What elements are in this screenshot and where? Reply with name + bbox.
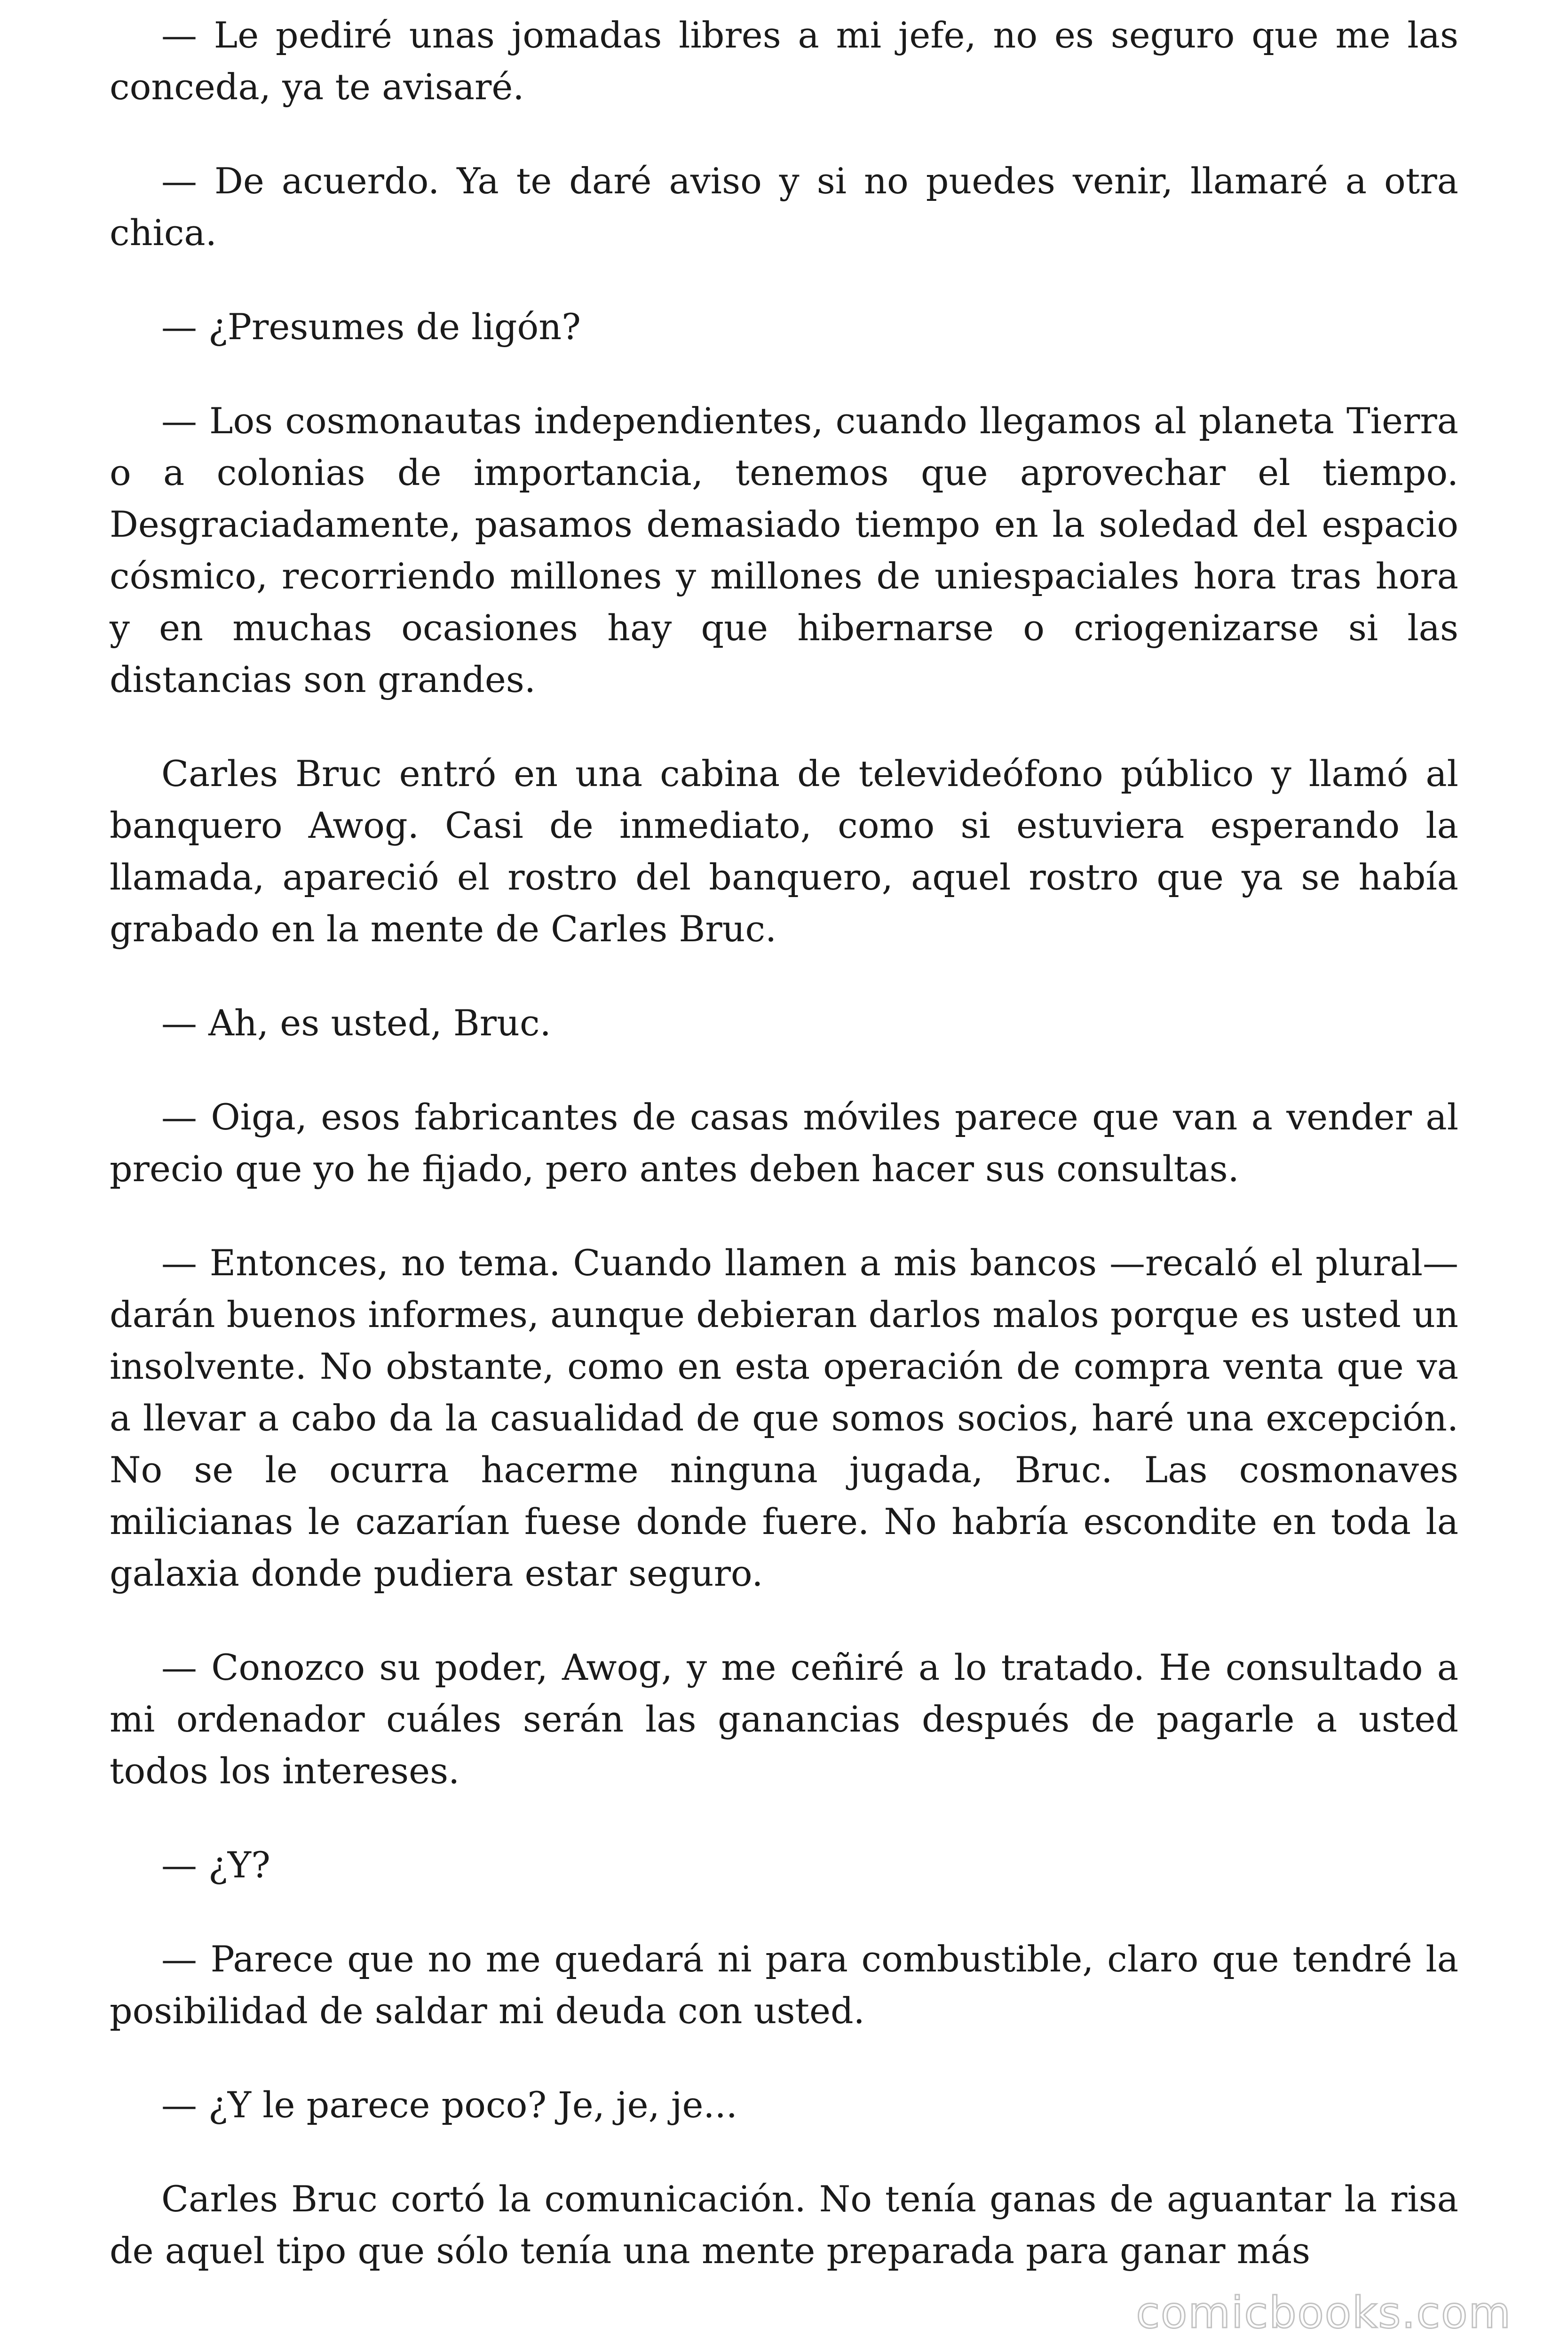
paragraph-4: — Los cosmonautas independientes, cuando llegamos al planeta Tierra o a colonias de importancia, tenemos que aprovechar el tiempo. Desgraciadamente, pasamos demasiado tiempo en la soledad del espacio cósmico, recorriendo millones y millones de uniespaciales hora tras hora y en muchas ocasiones hay que hibernarse o criogenizarse si las distancias son grandes. (110, 400, 1458, 700)
paragraph-12: — ¿Y le parece poco? Je, je, je... (161, 2084, 737, 2126)
paragraph-5: Carles Bruc entró en una cabina de televideófono público y llamó al banquero Awog. Casi de inmediato, como si estuviera esperando la llamada, apareció el rostro del banquero, aquel rostro que ya se había grabado en la mente de Carles Bruc. (110, 753, 1458, 950)
paragraph-8: — Entonces, no tema. Cuando llamen a mis bancos —recaló el plural— darán buenos informes, aunque debieran darlos malos porque es usted un insolvente. No obstante, como en esta operación de compra venta que va a llevar a cabo da la casualidad de que somos socios, haré una excepción. No se le ocurra hacerme ninguna jugada, Bruc. Las cosmonaves milicianas le cazarían fuese donde fuere. No habría escondite en toda la galaxia donde pudiera estar seguro. (110, 1242, 1458, 1594)
paragraph-10: — ¿Y? (161, 1844, 270, 1886)
paragraph-9: — Conozco su poder, Awog, y me ceñiré a lo tratado. He consultado a mi ordenador cuáles serán las ganancias después de pagarle a usted todos los intereses. (110, 1646, 1458, 1792)
paragraph-6: — Ah, es usted, Bruc. (161, 1002, 551, 1044)
paragraph-1: — Le pediré unas jomadas libres a mi jefe, no es seguro que me las conceda, ya te avisaré. (110, 14, 1458, 108)
body-text (110, 9, 1458, 2277)
paragraph-2: — De acuerdo. Ya te daré aviso y si no puedes venir, llamaré a otra chica. (110, 160, 1458, 254)
paragraph-13: Carles Bruc cortó la comunicación. No tenía ganas de aguantar la risa de aquel tipo que sólo tenía una mente preparada para ganar más (110, 2178, 1458, 2272)
paragraph-7: — Oiga, esos fabricantes de casas móviles parece que van a vender al precio que yo he fijado, pero antes deben hacer sus consultas. (110, 1096, 1458, 1190)
paragraph-3: — ¿Presumes de ligón? (161, 306, 581, 348)
paragraph-11: — Parece que no me quedará ni para combustible, claro que tendré la posibilidad de saldar mi deuda con usted. (110, 1938, 1458, 2032)
watermark: comicbooks.com (1136, 2288, 1512, 2338)
